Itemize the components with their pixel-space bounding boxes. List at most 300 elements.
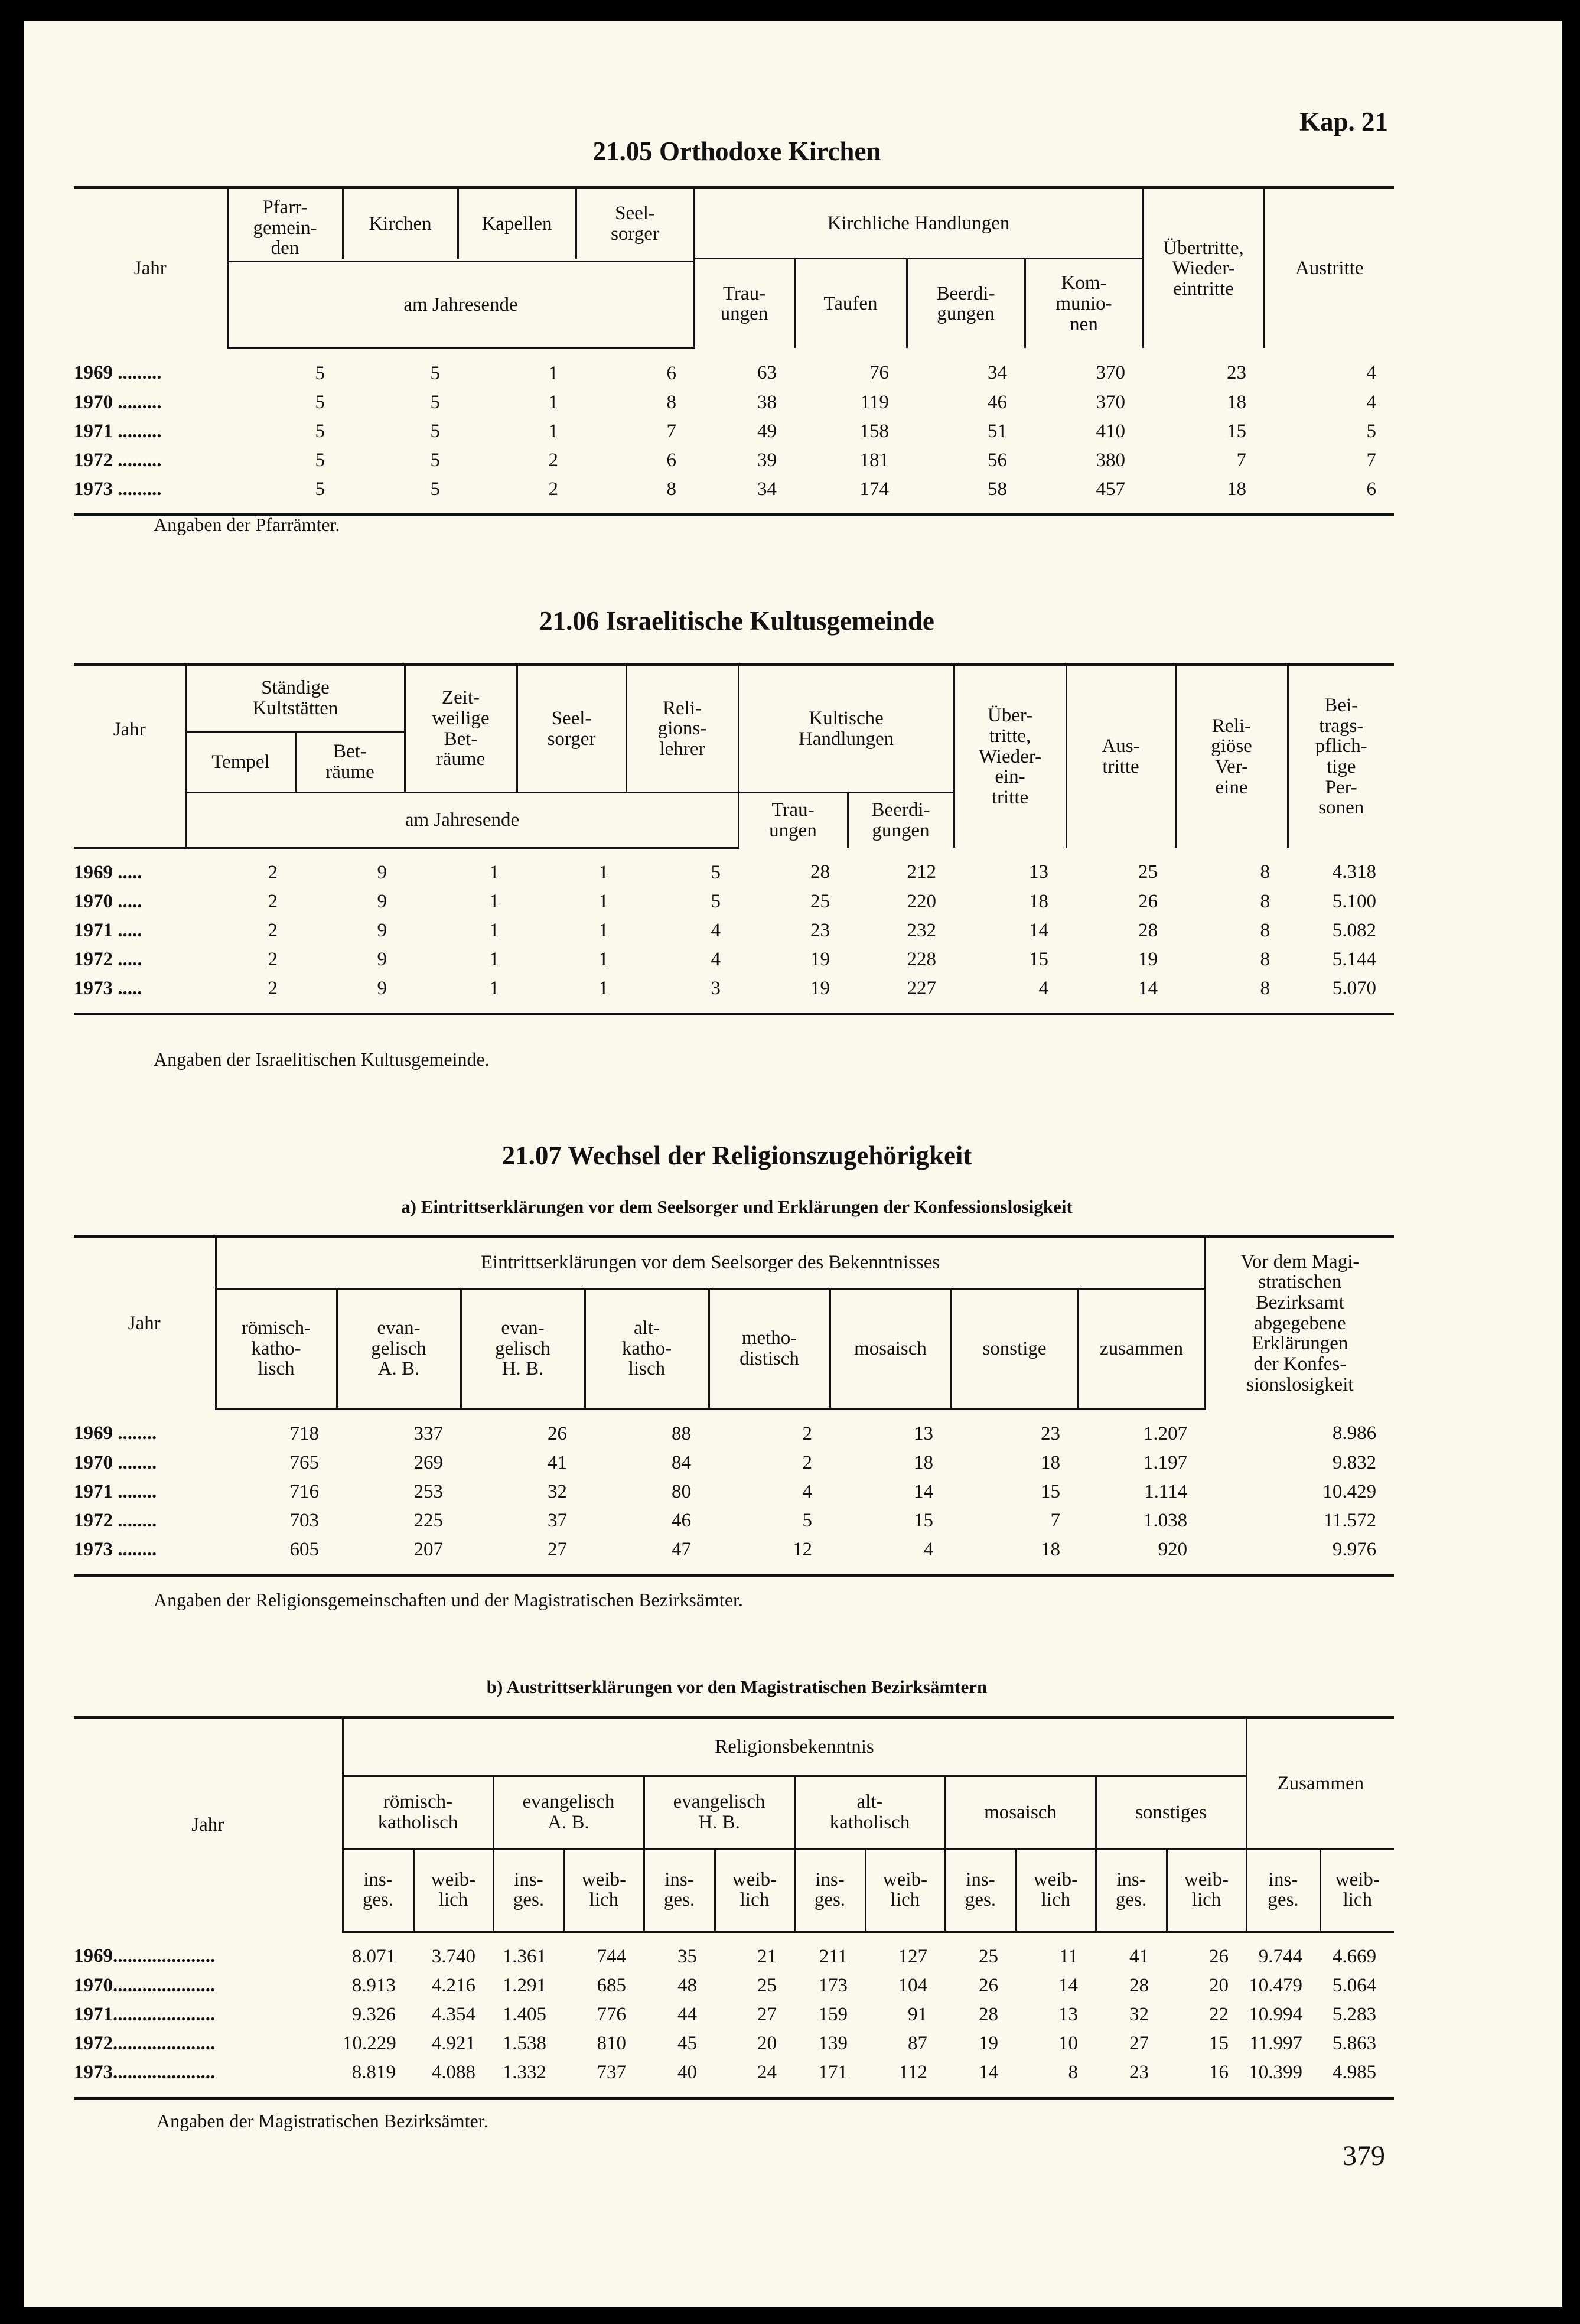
col-weiblich: weib- lich xyxy=(1320,1849,1394,1932)
cell-value: 16 xyxy=(1167,2058,1246,2098)
col-insgesamt: ins- ges. xyxy=(945,1849,1016,1932)
cell-value: 25 xyxy=(810,891,830,913)
cell-value: 4.354 xyxy=(431,2003,475,2025)
cell-value: 1.538 xyxy=(502,2032,546,2054)
cell-value: 34 xyxy=(694,474,794,515)
table-row xyxy=(74,474,1394,515)
table-2107-title: 21.07 Wechsel der Religionszugehörigkeit xyxy=(501,1141,972,1170)
cell-value: 27 xyxy=(757,2003,777,2025)
cell-value: 84 xyxy=(672,1452,691,1474)
row-year: 1969 ..... xyxy=(74,862,142,884)
cell-value: 685 xyxy=(597,1974,626,1996)
cell-value: 5 xyxy=(430,449,440,471)
cell-value: 1.114 xyxy=(1144,1481,1188,1503)
cell-value: 23 xyxy=(810,920,830,942)
cell-value: 1 xyxy=(598,949,608,971)
cell-value: 11.572 xyxy=(1323,1510,1377,1532)
col-austritte: Austritte xyxy=(1264,188,1394,349)
cell-value: 1.038 xyxy=(1143,1510,1188,1532)
cell-value: 2 xyxy=(458,474,576,515)
cell-value: 25 xyxy=(979,1945,998,1967)
cell-value: 5 xyxy=(711,862,721,884)
cell-value: 44 xyxy=(677,2003,697,2025)
cell-value: 11 xyxy=(1059,1945,1078,1967)
cell-value: 9.744 xyxy=(1258,1945,1303,1967)
cell-value: 28 xyxy=(1138,920,1158,942)
cell-value: 1 xyxy=(489,891,499,913)
col-altkatholisch: alt- katho- lisch xyxy=(585,1289,709,1410)
col-insgesamt: ins- ges. xyxy=(644,1849,715,1932)
cell-value: 22 xyxy=(1209,2003,1229,2025)
cell-value: 380 xyxy=(1096,449,1125,471)
table-2105-title: 21.05 Orthodoxe Kirchen xyxy=(592,136,881,166)
col-insgesamt: ins- ges. xyxy=(1096,1849,1167,1932)
cell-value: 370 xyxy=(1096,362,1125,383)
cell-value: 87 xyxy=(908,2032,927,2054)
cell-value: 26 xyxy=(1138,891,1158,913)
col-religionslehrer: Reli- gions- lehrer xyxy=(626,665,738,793)
cell-value: 5 xyxy=(802,1510,812,1532)
table-2105-source: Angaben der Pfarrämter. xyxy=(154,514,340,535)
cell-value: 1 xyxy=(548,391,558,413)
table-row xyxy=(74,2000,1394,2029)
cell-value: 19 xyxy=(979,2032,998,2054)
col-roemisch-katholisch: römisch- katho- lisch xyxy=(216,1289,337,1410)
col-evangelisch-hb: evan- gelisch H. B. xyxy=(461,1289,585,1410)
cell-value: 14 xyxy=(1066,974,1175,1014)
cell-value: 19 xyxy=(1138,949,1158,971)
cell-value: 9 xyxy=(377,949,387,971)
col-weiblich: weib- lich xyxy=(865,1849,945,1932)
table-row xyxy=(74,416,1394,445)
cell-value: 1 xyxy=(405,974,517,1014)
cell-value: 225 xyxy=(413,1510,443,1532)
col-jahr: Jahr xyxy=(74,665,186,794)
cell-value: 14 xyxy=(945,2058,1016,2098)
row-year: 1970 ......... xyxy=(74,391,162,413)
table-2107a-source: Angaben der Religionsgemeinschaften und der Magistratischen Bezirksämter. xyxy=(154,1589,743,1610)
table-row xyxy=(74,1477,1394,1506)
cell-value: 4 xyxy=(711,949,721,971)
page-number: 379 xyxy=(1343,2140,1385,2172)
cell-value: 40 xyxy=(644,2058,715,2098)
cell-value: 744 xyxy=(597,1945,626,1967)
cell-value: 1.405 xyxy=(502,2003,546,2025)
table-2106-title: 21.06 Israelitische Kultusgemeinde xyxy=(539,606,934,636)
col-evangelisch-ab: evan- gelisch A. B. xyxy=(337,1289,461,1410)
table-row xyxy=(74,887,1394,916)
cell-value: 8 xyxy=(1260,949,1270,971)
cell-value: 63 xyxy=(757,362,777,383)
col-weiblich: weib- lich xyxy=(715,1849,794,1932)
cell-value: 1 xyxy=(598,920,608,942)
cell-value: 15 xyxy=(1041,1481,1060,1503)
col-beitragspflichtige-personen: Bei- trags- pflich- tige Per- sonen xyxy=(1288,665,1394,848)
col-weiblich: weib- lich xyxy=(413,1849,493,1932)
cell-value: 228 xyxy=(907,949,937,971)
cell-value: 49 xyxy=(757,420,777,442)
cell-value: 18 xyxy=(1227,391,1246,413)
cell-value: 5 xyxy=(430,420,440,442)
cell-value: 38 xyxy=(757,391,777,413)
cell-value: 5.064 xyxy=(1332,1974,1377,1996)
cell-value: 139 xyxy=(818,2032,848,2054)
col-beerdigungen: Beerdi- gungen xyxy=(848,793,954,848)
cell-value: 4.921 xyxy=(431,2032,475,2054)
cell-value: 2 xyxy=(548,449,558,471)
col-weiblich: weib- lich xyxy=(1167,1849,1246,1932)
cell-value: 920 xyxy=(1078,1535,1205,1576)
cell-value: 6 xyxy=(666,362,676,384)
col-uebertritte: Über- tritte, Wieder- ein- tritte xyxy=(954,665,1066,848)
cell-value: 10.229 xyxy=(343,2032,396,2054)
cell-value: 2 xyxy=(186,974,295,1014)
table-row xyxy=(74,2058,1394,2098)
cell-value: 9.326 xyxy=(351,2003,396,2025)
cell-value: 58 xyxy=(907,474,1025,515)
cell-value: 11.997 xyxy=(1249,2032,1303,2054)
cell-value: 703 xyxy=(289,1510,319,1532)
table-2105 xyxy=(74,186,1394,516)
cell-value: 1.361 xyxy=(502,1945,546,1967)
table-2107b xyxy=(74,1716,1394,2100)
cell-value: 7 xyxy=(1050,1510,1060,1532)
cell-value: 1 xyxy=(489,949,499,971)
col-jahr: Jahr xyxy=(74,1236,216,1410)
cell-value: 776 xyxy=(597,2003,626,2025)
cell-value: 32 xyxy=(1129,2003,1149,2025)
row-year: 1971 ........ xyxy=(74,1481,157,1503)
cell-value: 220 xyxy=(907,891,937,913)
table-2106-source: Angaben der Israelitischen Kultusgemeinde. xyxy=(154,1049,490,1070)
group-roemisch-katholisch: römisch- katholisch xyxy=(343,1776,493,1849)
table-row xyxy=(74,945,1394,974)
cell-value: 4 xyxy=(954,974,1066,1014)
col-seelsorger: Seel- sorger xyxy=(576,188,694,259)
cell-value: 5 xyxy=(315,391,325,413)
row-year: 1970 ........ xyxy=(74,1452,157,1474)
cell-value: 19 xyxy=(738,974,848,1014)
cell-value: 457 xyxy=(1025,474,1143,515)
cell-value: 1.332 xyxy=(493,2058,564,2098)
col-insgesamt: ins- ges. xyxy=(794,1849,865,1932)
cell-value: 10.994 xyxy=(1249,2003,1303,2025)
cell-value: 5.283 xyxy=(1332,2003,1377,2025)
am-jahresende-label: am Jahresende xyxy=(186,793,738,848)
col-zusammen: zusammen xyxy=(1078,1289,1205,1410)
col-kirchen: Kirchen xyxy=(343,188,458,259)
cell-value: 8 xyxy=(1260,920,1270,942)
col-jahr: Jahr xyxy=(74,188,227,349)
cell-value: 5 xyxy=(227,474,343,515)
cell-value: 13 xyxy=(1029,861,1049,883)
cell-value: 1 xyxy=(489,920,499,942)
cell-value: 10 xyxy=(1058,2032,1078,2054)
cell-value: 13 xyxy=(1058,2003,1078,2025)
cell-value: 1 xyxy=(548,362,558,384)
cell-value: 765 xyxy=(289,1452,319,1474)
cell-value: 10.399 xyxy=(1246,2058,1320,2098)
cell-value: 3.740 xyxy=(431,1945,475,1967)
col-methodistisch: metho- distisch xyxy=(709,1289,830,1410)
cell-value: 46 xyxy=(672,1510,691,1532)
cell-value: 9 xyxy=(377,891,387,913)
cell-value: 4 xyxy=(1366,391,1376,413)
col-beerdigungen: Beerdi- gungen xyxy=(907,259,1025,349)
cell-value: 24 xyxy=(715,2058,794,2098)
cell-value: 737 xyxy=(564,2058,644,2098)
cell-value: 18 xyxy=(914,1452,933,1474)
table-2106 xyxy=(74,663,1394,1015)
chapter-label: Kap. 21 xyxy=(1299,107,1389,136)
cell-value: 173 xyxy=(818,1974,848,1996)
cell-value: 2 xyxy=(268,920,278,942)
row-year: 1970 ..... xyxy=(74,891,142,913)
cell-value: 5 xyxy=(315,449,325,471)
cell-value: 5 xyxy=(315,362,325,384)
cell-value: 5.100 xyxy=(1332,891,1377,913)
cell-value: 159 xyxy=(818,2003,848,2025)
col-kommunionen: Kom- munio- nen xyxy=(1025,259,1143,349)
cell-value: 232 xyxy=(907,920,937,942)
cell-value: 4.318 xyxy=(1332,861,1377,883)
cell-value: 26 xyxy=(548,1423,567,1445)
col-weiblich: weib- lich xyxy=(1016,1849,1096,1932)
cell-value: 5.863 xyxy=(1332,2032,1377,2054)
col-seelsorger: Seel- sorger xyxy=(517,665,626,793)
cell-value: 13 xyxy=(914,1423,933,1445)
table-row xyxy=(74,1535,1394,1576)
row-year: 1973..................... xyxy=(74,2058,343,2098)
cell-value: 20 xyxy=(757,2032,777,2054)
cell-value: 4.088 xyxy=(413,2058,493,2098)
cell-value: 104 xyxy=(898,1974,927,1996)
cell-value: 15 xyxy=(1227,420,1246,442)
cell-value: 410 xyxy=(1096,420,1125,442)
cell-value: 7 xyxy=(666,420,676,442)
col-zeitweilige-betraeume: Zeit- weilige Bet- räume xyxy=(405,665,517,793)
cell-value: 1 xyxy=(598,862,608,884)
cell-value: 27 xyxy=(461,1535,585,1576)
cell-value: 5 xyxy=(430,391,440,413)
col-jahr: Jahr xyxy=(74,1718,343,1932)
cell-value: 127 xyxy=(898,1945,927,1967)
cell-value: 227 xyxy=(848,974,954,1014)
col-kapellen: Kapellen xyxy=(458,188,576,259)
cell-value: 25 xyxy=(757,1974,777,1996)
cell-value: 15 xyxy=(914,1510,933,1532)
cell-value: 10.479 xyxy=(1249,1974,1303,1996)
cell-value: 1 xyxy=(517,974,626,1014)
cell-value: 26 xyxy=(1209,1945,1229,1967)
cell-value: 9 xyxy=(377,920,387,942)
group-mosaisch: mosaisch xyxy=(945,1776,1096,1849)
row-year: 1973 ..... xyxy=(74,974,186,1014)
cell-value: 37 xyxy=(548,1510,567,1532)
cell-value: 119 xyxy=(860,391,889,413)
cell-value: 18 xyxy=(951,1535,1078,1576)
cell-value: 211 xyxy=(819,1945,848,1967)
cell-value: 18 xyxy=(1041,1452,1060,1474)
col-trauungen: Trau- ungen xyxy=(694,259,794,349)
cell-value: 25 xyxy=(1138,861,1158,883)
cell-value: 14 xyxy=(914,1481,933,1503)
cell-value: 28 xyxy=(810,861,830,883)
table-row xyxy=(74,2029,1394,2058)
row-year: 1973 ......... xyxy=(74,474,227,515)
table-2107b-subtitle: b) Austrittserklärungen vor den Magistratischen Bezirksämtern xyxy=(486,1677,988,1697)
cell-value: 48 xyxy=(677,1974,697,1996)
cell-value: 8.913 xyxy=(351,1974,396,1996)
cell-value: 32 xyxy=(548,1481,567,1503)
row-year: 1970..................... xyxy=(74,1974,216,1996)
cell-value: 8 xyxy=(1260,891,1270,913)
cell-value: 1 xyxy=(598,891,608,913)
cell-value: 35 xyxy=(677,1945,697,1967)
table-row xyxy=(74,916,1394,945)
group-eintrittserklaerungen: Eintrittserklärungen vor dem Seelsorger des Bekenntnisses xyxy=(216,1236,1205,1289)
cell-value: 14 xyxy=(1029,920,1049,942)
cell-value: 8 xyxy=(666,391,676,413)
row-year: 1969 ........ xyxy=(74,1423,157,1444)
cell-value: 5.082 xyxy=(1332,920,1377,942)
table-2107a-subtitle: a) Eintrittserklärungen vor dem Seelsorger und Erklärungen der Konfessionslosigkeit xyxy=(401,1196,1073,1217)
cell-value: 9.976 xyxy=(1205,1535,1394,1576)
table-2107b-source: Angaben der Magistratischen Bezirksämter. xyxy=(157,2110,488,2131)
table-row xyxy=(74,445,1394,474)
row-year: 1971..................... xyxy=(74,2003,216,2025)
group-kultische-handlungen: Kultische Handlungen xyxy=(738,665,954,793)
cell-value: 8 xyxy=(1260,861,1270,883)
cell-value: 4.985 xyxy=(1320,2058,1394,2098)
col-tempel: Tempel xyxy=(186,732,295,793)
cell-value: 8 xyxy=(1016,2058,1096,2098)
cell-value: 28 xyxy=(979,2003,998,2025)
group-evangelisch-ab: evangelisch A. B. xyxy=(493,1776,644,1849)
cell-value: 12 xyxy=(709,1535,830,1576)
cell-value: 207 xyxy=(337,1535,461,1576)
table-row xyxy=(74,1932,1394,1971)
cell-value: 51 xyxy=(988,420,1007,442)
cell-value: 7 xyxy=(1236,449,1246,471)
cell-value: 10.429 xyxy=(1322,1481,1377,1503)
cell-value: 21 xyxy=(757,1945,777,1967)
cell-value: 23 xyxy=(1096,2058,1167,2098)
col-insgesamt: ins- ges. xyxy=(493,1849,564,1932)
col-trauungen: Trau- ungen xyxy=(738,793,848,848)
cell-value: 171 xyxy=(794,2058,865,2098)
cell-value: 9.832 xyxy=(1332,1452,1377,1474)
group-evangelisch-hb: evangelisch H. B. xyxy=(644,1776,794,1849)
cell-value: 718 xyxy=(289,1423,319,1445)
col-pfarrgemeinden: Pfarr- gemein- den xyxy=(227,188,343,259)
col-weiblich: weib- lich xyxy=(564,1849,644,1932)
cell-value: 112 xyxy=(865,2058,945,2098)
table-row xyxy=(74,1409,1394,1449)
col-betraeume: Bet- räume xyxy=(295,732,405,793)
cell-value: 4 xyxy=(711,920,721,942)
table-2107a xyxy=(74,1235,1394,1577)
cell-value: 4.216 xyxy=(431,1974,475,1996)
cell-value: 8 xyxy=(1175,974,1288,1014)
cell-value: 18 xyxy=(1143,474,1264,515)
cell-value: 337 xyxy=(413,1423,443,1445)
cell-value: 80 xyxy=(672,1481,691,1503)
cell-value: 15 xyxy=(1029,949,1049,971)
cell-value: 253 xyxy=(413,1481,443,1503)
row-year: 1972 ........ xyxy=(74,1510,157,1532)
cell-value: 212 xyxy=(907,861,937,883)
cell-value: 6 xyxy=(666,449,676,471)
table-row xyxy=(74,848,1394,887)
cell-value: 810 xyxy=(597,2032,626,2054)
cell-value: 5.144 xyxy=(1332,949,1377,971)
col-taufen: Taufen xyxy=(794,259,907,349)
cell-value: 20 xyxy=(1209,1974,1229,1996)
table-row xyxy=(74,974,1394,1014)
cell-value: 15 xyxy=(1209,2032,1229,2054)
cell-value: 5 xyxy=(315,420,325,442)
cell-value: 158 xyxy=(859,420,889,442)
cell-value: 46 xyxy=(988,391,1007,413)
cell-value: 41 xyxy=(1129,1945,1149,1967)
am-jahresende-label: am Jahresende xyxy=(227,262,694,349)
cell-value: 39 xyxy=(757,449,777,471)
col-konfessionslosigkeit: Vor dem Magi- stratischen Bezirksamt abgegebene Erklärungen der Konfes- sionslosigkeit xyxy=(1205,1236,1394,1410)
cell-value: 1.207 xyxy=(1143,1423,1188,1445)
cell-value: 26 xyxy=(979,1974,998,1996)
cell-value: 76 xyxy=(869,362,889,383)
cell-value: 8 xyxy=(576,474,694,515)
row-year: 1972 ..... xyxy=(74,949,142,971)
row-year: 1969 ......... xyxy=(74,362,162,383)
cell-value: 3 xyxy=(626,974,738,1014)
row-year: 1972 ......... xyxy=(74,449,162,471)
cell-value: 23 xyxy=(1041,1423,1060,1445)
cell-value: 41 xyxy=(548,1452,567,1474)
table-row xyxy=(74,1449,1394,1477)
cell-value: 14 xyxy=(1058,1974,1078,1996)
cell-value: 7 xyxy=(1366,449,1376,471)
cell-value: 5 xyxy=(430,362,440,384)
cell-value: 18 xyxy=(1029,891,1049,913)
cell-value: 4.669 xyxy=(1332,1945,1377,1967)
table-row xyxy=(74,1506,1394,1535)
cell-value: 9 xyxy=(377,862,387,884)
row-year: 1971 ..... xyxy=(74,920,142,942)
cell-value: 34 xyxy=(988,362,1007,383)
cell-value: 4 xyxy=(830,1535,951,1576)
row-year: 1971 ......... xyxy=(74,420,162,442)
cell-value: 19 xyxy=(810,949,830,971)
cell-value: 91 xyxy=(908,2003,927,2025)
cell-value: 370 xyxy=(1096,391,1125,413)
cell-value: 1 xyxy=(548,420,558,442)
cell-value: 8.986 xyxy=(1332,1423,1377,1444)
cell-value: 5 xyxy=(343,474,458,515)
cell-value: 1.197 xyxy=(1143,1452,1188,1474)
cell-value: 4 xyxy=(802,1481,812,1503)
cell-value: 6 xyxy=(1264,474,1394,515)
cell-value: 23 xyxy=(1227,362,1246,383)
cell-value: 716 xyxy=(289,1481,319,1503)
cell-value: 5 xyxy=(711,891,721,913)
table-row xyxy=(74,1971,1394,2000)
table-row xyxy=(74,388,1394,416)
group-zusammen: Zusammen xyxy=(1246,1718,1394,1849)
group-altkatholisch: alt- katholisch xyxy=(794,1776,945,1849)
col-sonstige: sonstige xyxy=(951,1289,1078,1410)
